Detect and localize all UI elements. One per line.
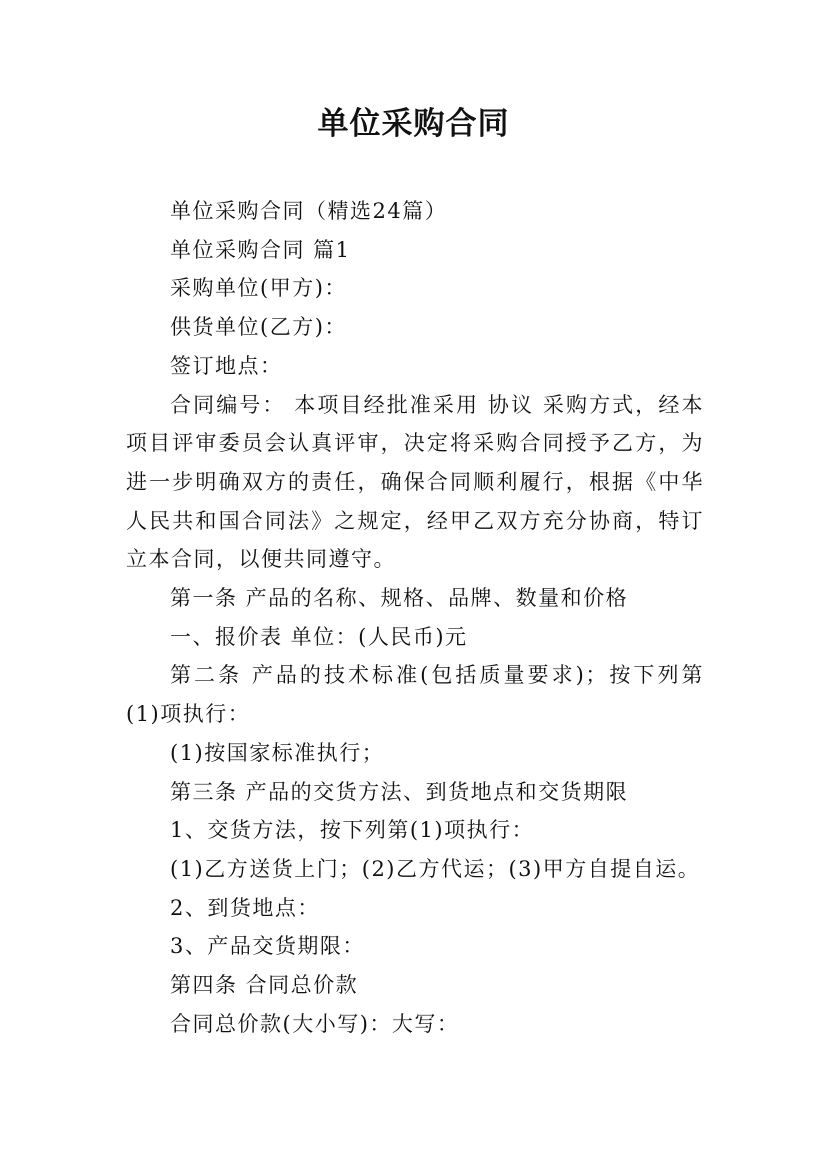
- paragraph-national-standard: (1)按国家标准执行；: [170, 740, 385, 765]
- paragraph-delivery-deadline: 3、产品交货期限：: [170, 934, 365, 959]
- paragraph-price-table: 一、报价表 单位：(人民币)元: [170, 624, 468, 649]
- paragraph-signing-place: 签订地点：: [170, 353, 283, 378]
- paragraph-subtitle: 单位采购合同（精选24篇）: [170, 199, 448, 223]
- paragraph-delivery-method: 1、交货方法，按下列第(1)项执行：: [170, 818, 535, 843]
- paragraph-total-price: 合同总价款(大小写)：大写：: [170, 1011, 460, 1036]
- paragraph-article-2: 第二条 产品的技术标准(包括质量要求)；按下列第(1)项执行：: [126, 663, 704, 727]
- paragraph-article-4: 第四条 合同总价款: [170, 973, 359, 998]
- document-title: 单位采购合同: [317, 106, 510, 142]
- document-body: [126, 192, 704, 1043]
- paragraph-article-3: 第三条 产品的交货方法、到货地点和交货期限: [170, 779, 629, 804]
- paragraph-contract-number: 合同编号： 本项目经批准采用 协议 采购方式，经本项目评审委员会认真评审，决定将采购合同授予乙方，为进一步明确双方的责任，确保合同顺利履行，根据《中华人民共和国合同法》之规定，经甲乙双方充分协商，特订立本合同，以便共同遵守。: [126, 392, 704, 572]
- paragraph-delivery-options: (1)乙方送货上门；(2)乙方代运；(3)甲方自提自运。: [170, 856, 701, 881]
- paragraph-supplier: 供货单位(乙方)：: [170, 315, 347, 340]
- paragraph-section-heading: 单位采购合同 篇1: [170, 237, 351, 262]
- paragraph-article-1: 第一条 产品的名称、规格、品牌、数量和价格: [170, 586, 629, 611]
- paragraph-buyer: 采购单位(甲方)：: [170, 276, 347, 301]
- paragraph-delivery-location: 2、到货地点：: [170, 895, 320, 920]
